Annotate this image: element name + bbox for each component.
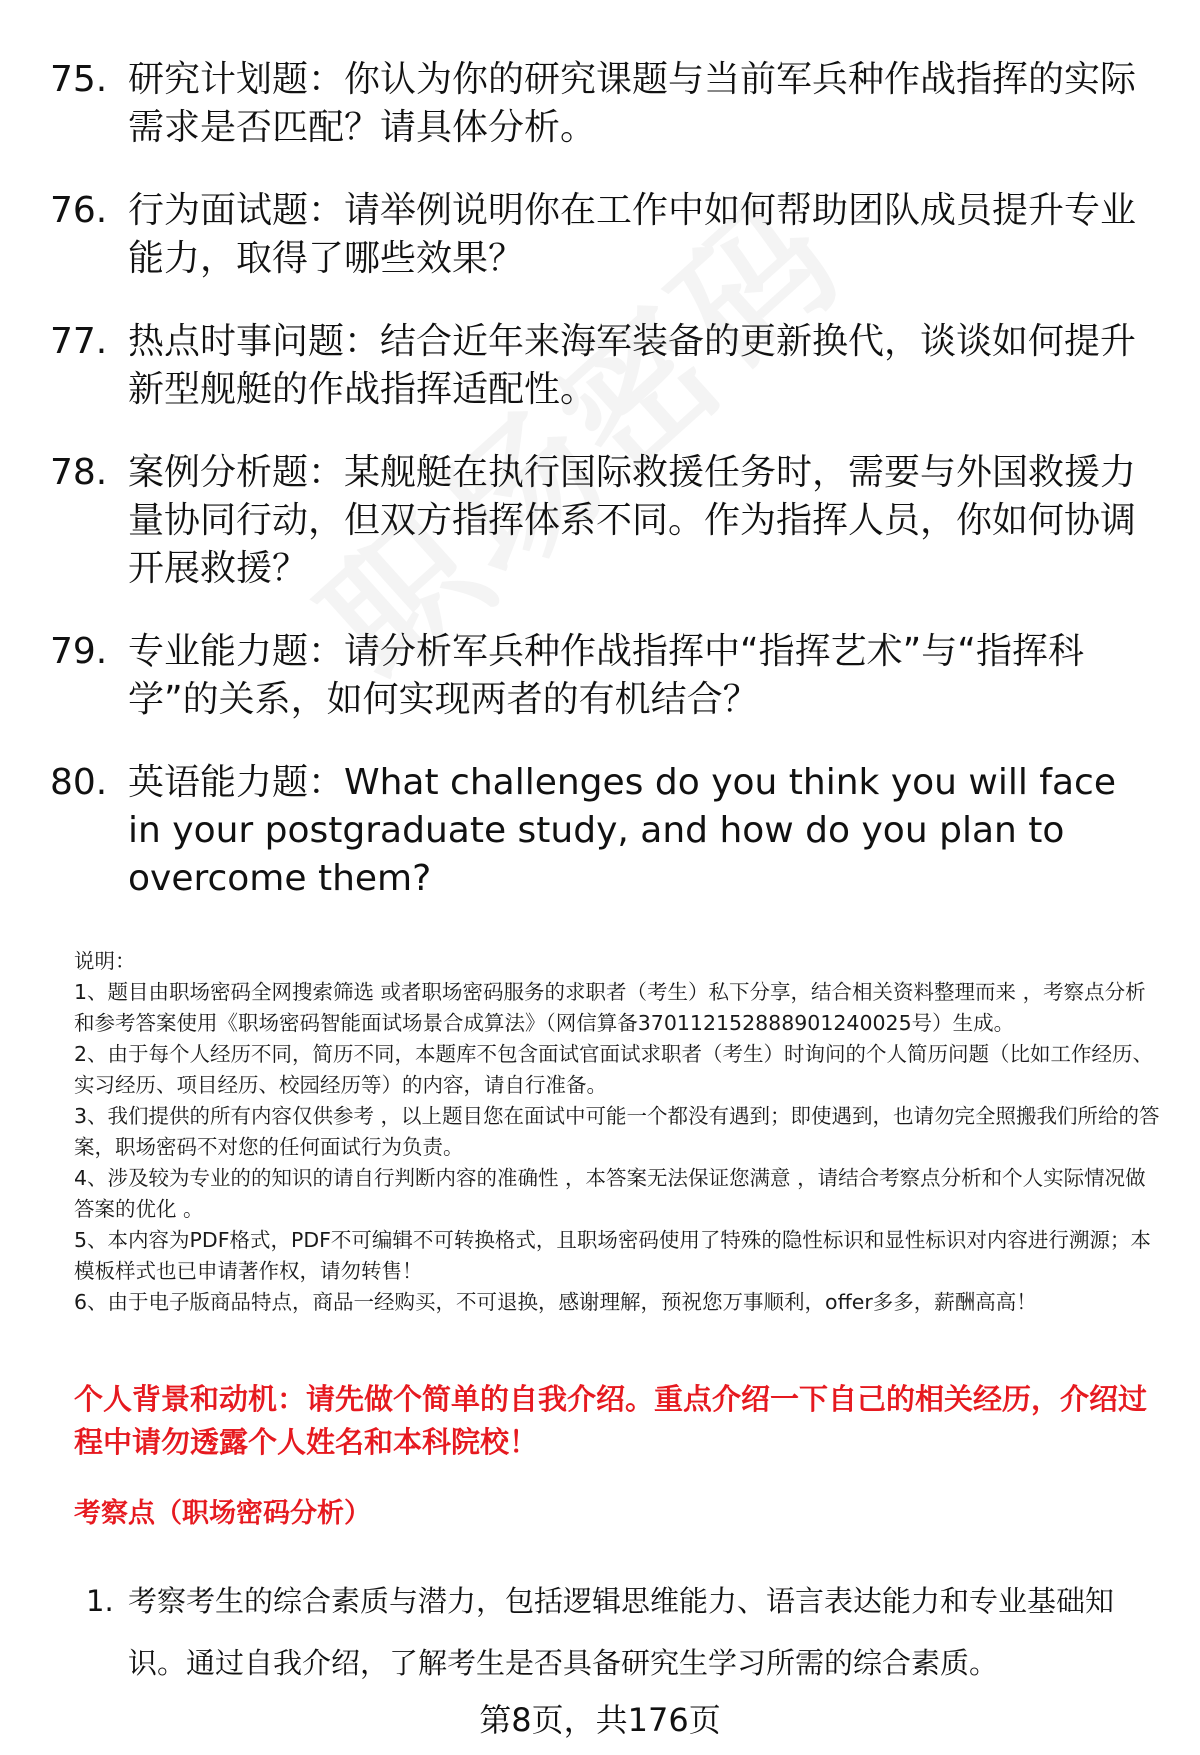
- question-number: 76.: [50, 190, 108, 231]
- question-text: 行为面试题：请举例说明你在工作中如何帮助团队成员提升专业能力，取得了哪些效果？: [128, 190, 1137, 279]
- question-item: [50, 759, 1150, 903]
- notes-section: [74, 946, 1162, 1318]
- question-text: 热点时事问题：结合近年来海军装备的更新换代，谈谈如何提升新型舰艇的作战指挥适配性。: [128, 321, 1137, 410]
- question-text: 案例分析题：某舰艇在执行国际救援任务时，需要与外国救援力量协同行动，但双方指挥体系不同。作为指挥人员，你如何协调开展救援？: [128, 452, 1137, 589]
- note-item: 6、由于电子版商品特点，商品一经购买，不可退换，感谢理解，预祝您万事顺利，offer多多，薪酬高高！: [74, 1290, 1037, 1314]
- note-item: 3、我们提供的所有内容仅供参考 ，以上题目您在面试中可能一个都没有遇到；即使遇到，也请勿完全照搬我们所给的答案，职场密码不对您的任何面试行为负责。: [74, 1104, 1160, 1159]
- point-text: 考察考生的综合素质与潜力，包括逻辑思维能力、语言表达能力和专业基础知识。通过自我介绍，了解考生是否具备研究生学习所需的综合素质。: [128, 1584, 1115, 1680]
- question-item: [50, 56, 1150, 152]
- question-item: [50, 187, 1150, 283]
- notes-title: 说明：: [74, 949, 136, 973]
- question-text: 英语能力题：What challenges do you think you will face in your postgraduate study, and how do you plan to overcome them?: [128, 762, 1116, 899]
- question-item: [50, 628, 1150, 724]
- note-item: 5、本内容为PDF格式，PDF不可编辑不可转换格式，且职场密码使用了特殊的隐性标识和显性标识对内容进行溯源；本模板样式也已申请著作权，请勿转售！: [74, 1228, 1151, 1283]
- question-list: [50, 56, 1150, 938]
- question-number: 80.: [50, 762, 108, 803]
- question-number: 78.: [50, 452, 108, 493]
- note-item: 4、涉及较为专业的的知识的请自行判断内容的准确性 ，本答案无法保证您满意 ，请结合考察点分析和个人实际情况做答案的优化 。: [74, 1166, 1146, 1221]
- question-number: 77.: [50, 321, 108, 362]
- question-number: 75.: [50, 59, 108, 100]
- analysis-point: [86, 1570, 1166, 1694]
- analysis-points: [86, 1570, 1166, 1694]
- question-item: [50, 318, 1150, 414]
- analysis-heading: 考察点（职场密码分析）: [74, 1498, 371, 1529]
- point-number: 1.: [86, 1584, 114, 1618]
- highlighted-question: 个人背景和动机：请先做个简单的自我介绍。重点介绍一下自己的相关经历，介绍过程中请勿透露个人姓名和本科院校！: [74, 1382, 1148, 1459]
- question-item: [50, 449, 1150, 593]
- question-number: 79.: [50, 631, 108, 672]
- note-item: 1、题目由职场密码全网搜索筛选 或者职场密码服务的求职者（考生）私下分享，结合相关资料整理而来 ，考察点分析和参考答案使用《职场密码智能面试场景合成算法》（网信算备370112152888901240025号）生成。: [74, 980, 1146, 1035]
- note-item: 2、由于每个人经历不同，简历不同，本题库不包含面试官面试求职者（考生）时询问的个人简历问题（比如工作经历、实习经历、项目经历、校园经历等）的内容，请自行准备。: [74, 1042, 1154, 1097]
- page-footer: 第8页，共176页: [479, 1701, 721, 1739]
- question-text: 专业能力题：请分析军兵种作战指挥中“指挥艺术”与“指挥科学”的关系，如何实现两者的有机结合？: [128, 631, 1084, 720]
- question-text: 研究计划题：你认为你的研究课题与当前军兵种作战指挥的实际需求是否匹配？请具体分析。: [128, 59, 1137, 148]
